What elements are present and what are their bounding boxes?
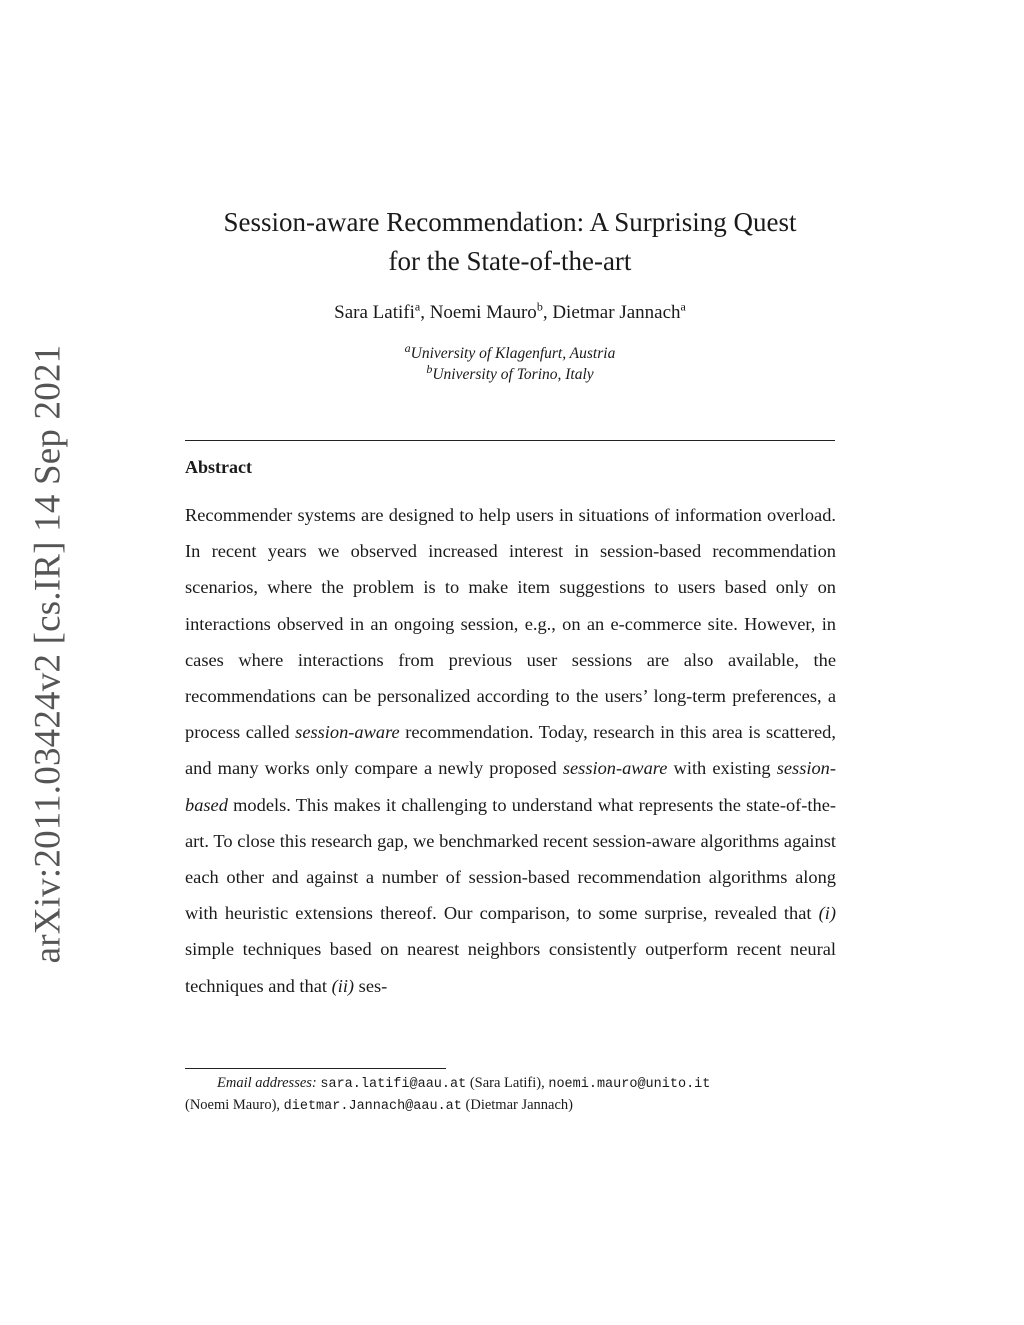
email-link[interactable]: dietmar.Jannach@aau.at	[283, 1099, 462, 1114]
author-name: Noemi Mauro	[429, 302, 537, 323]
author-list: Sara Latifi$^a$, Noemi Mauro$^b$, Dietmar Jannach$^a$	[334, 299, 686, 323]
footnote-rule	[185, 1068, 446, 1069]
affiliation-line: $^a$University of Klagenfurt, Austria	[404, 340, 616, 362]
abstract-text: Recommender systems are designed to help users in situations of information overload. In recent years we observed increased interest in session-based recommendation scenarios, where the problem is to make item suggestions to users based only on interactions observed in an ongoing session, e.g., on an e-commerce site. However, in cases where interactions from previous user sessions are also available, the recommendations can be personalized according to the users’ long-term preferences, a process called session-aware recommendation. Today, research in this area is scattered, and many works only compare a newly proposed session-aware with existing session-based models. This makes it challenging to understand what represents the state-of-the-art. To close this research gap, we benchmarked recent session-aware algorithms against each other and against a number of session-based recommendation algorithms along with heuristic extensions thereof. Our comparison, to some surprise, revealed that (i) simple techniques based on nearest neighbors consistently outperform recent neural techniques and that (ii) ses-	[185, 505, 836, 996]
paper-title	[185, 203, 835, 281]
author-affiliation-mark: b	[536, 299, 543, 314]
abstract-top-rule	[185, 440, 835, 441]
email-link[interactable]: noemi.mauro@unito.it	[548, 1077, 711, 1092]
footnote-label: Email addresses:	[217, 1075, 317, 1091]
title-line-1: Session-aware Recommendation: A Surprising Quest	[223, 207, 797, 237]
footnote-emails: Email addresses: sara.latifi@aau.at (Sara Latifi), noemi.mauro@unito.it (Noemi Mauro), dietmar.Jannach@aau.at (Dietmar Jannach)	[185, 1075, 711, 1114]
arxiv-stamp: arXiv:2011.03424v2 [cs.IR] 14 Sep 2021	[27, 344, 69, 964]
affiliations	[185, 340, 835, 385]
author-name: Sara Latifi	[334, 302, 415, 323]
author-affiliation-mark: a	[680, 299, 686, 314]
author-affiliation-mark: a	[414, 299, 421, 314]
author-name: Dietmar Jannach	[552, 302, 681, 323]
affiliation-line: $^b$University of Torino, Italy	[426, 361, 594, 383]
title-line-2: for the State-of-the-art	[388, 246, 632, 276]
abstract-heading: Abstract	[185, 457, 252, 477]
email-link[interactable]: sara.latifi@aau.at	[320, 1077, 467, 1092]
